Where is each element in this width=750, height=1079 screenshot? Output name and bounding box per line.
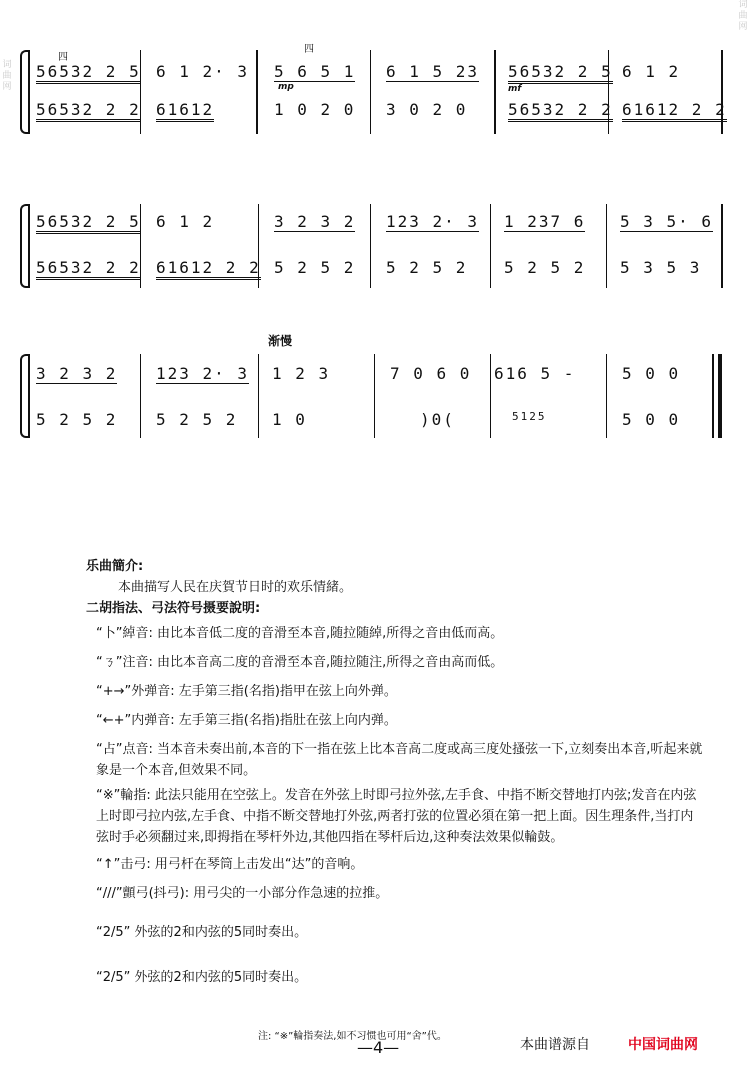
page-number: —4— — [357, 1038, 400, 1057]
finger-mark: 四 — [304, 44, 314, 55]
upper-measure: 6 1 2· 3 — [156, 62, 250, 81]
technique-text: 当本音未奏出前,本音的下一指在弦上比本音高二度或高三度处搔弦一下,立刻奏出本音,听起来就象是一个本音,但效果不同。 — [96, 742, 703, 778]
technique-text: 由比本音低二度的音滑至本音,随拉随綽,所得之音由低而高。 — [157, 626, 504, 641]
lower-measure: 5125 — [512, 410, 547, 423]
upper-measure: 5 0 0 — [622, 364, 681, 383]
technique-item — [86, 785, 706, 848]
lower-measure: 56532 2 2 — [508, 100, 613, 122]
final-barline — [712, 354, 714, 438]
description-section — [86, 556, 706, 988]
repeat-barline — [256, 50, 258, 134]
tempo-mark: 渐慢 — [268, 334, 293, 348]
finger-mark: 四 — [58, 52, 68, 63]
upper-measure: 5 6 5 1 — [274, 62, 356, 81]
technique-item — [86, 922, 706, 943]
lower-measure: 5 2 5 2 — [274, 258, 356, 277]
technique-item — [86, 739, 706, 781]
technique-text: 左手第三指(名指)指甲在弦上向外弹。 — [178, 684, 397, 699]
dynamic-mf: mf — [508, 84, 522, 94]
upper-measure: 7 0 6 0 — [390, 364, 472, 383]
upper-measure: 56532 2 5 — [36, 212, 141, 234]
lower-measure: 61612 2 2 — [622, 100, 727, 122]
upper-measure: 3 2 3 2 — [36, 364, 118, 383]
techniques-heading: 二胡指法、弓法符号摄要說明: — [86, 601, 261, 616]
upper-measure: 6 1 2 — [622, 62, 681, 81]
footnote: 注: “※”輪指奏法,如不习惯也可用“舍”代。 — [258, 1031, 447, 1042]
technique-label: “←+”内弹音: — [96, 713, 175, 728]
technique-label: “占”点音: — [96, 742, 153, 757]
source-brand[interactable]: 中国词曲网 — [628, 1037, 698, 1053]
technique-text: 此法只能用在空弦上。发音在外弦上时即弓拉外弦,左手食、中指不断交替地打内弦;发音在内弦上时即弓拉内弦,左手食、中指不断交替地打外弦,两者打弦的位置必須在第一把上面。因生理条件,当打内弦时手必须翻过来,即拇指在琴杆外边,其他四指在琴杆后边,这种奏法效果似輪鼓。 — [96, 788, 697, 845]
technique-item — [86, 681, 706, 702]
final-barline — [718, 354, 722, 438]
upper-measure: 5 3 5· 6 — [620, 212, 714, 231]
lower-measure: 56532 2 2 — [36, 258, 141, 280]
upper-measure: 123 2· 3 — [156, 364, 250, 383]
technique-item — [86, 710, 706, 731]
technique-label: “↑”击弓: — [96, 857, 151, 872]
technique-text: 外弦的2和内弦的5同时奏出。 — [134, 925, 308, 940]
score-system-3 — [28, 334, 724, 438]
barline — [721, 204, 723, 288]
upper-measure: 56532 2 5 — [508, 62, 613, 84]
technique-label: “※”輪指: — [96, 788, 151, 803]
lower-measure: 5 2 5 2 — [504, 258, 586, 277]
technique-text: 由比本音高二度的音滑至本音,随拉随注,所得之音由高而低。 — [157, 655, 504, 670]
lower-measure: 5 2 5 2 — [386, 258, 468, 277]
dynamic-mp: mp — [278, 82, 294, 92]
technique-text: 用弓尖的一小部分作急速的拉推。 — [193, 886, 389, 901]
barline — [28, 50, 30, 134]
watermark-char: 曲 — [738, 11, 748, 21]
lower-measure: 5 2 5 2 — [36, 410, 118, 429]
technique-label: “卜”綽音: — [96, 626, 153, 641]
watermark-char: 网 — [2, 82, 12, 92]
technique-item — [86, 623, 706, 644]
barline — [490, 204, 491, 288]
score-system-1 — [28, 44, 727, 134]
barline — [606, 354, 607, 438]
barline — [28, 354, 30, 438]
left-watermark — [0, 0, 14, 1079]
technique-label: “ㄋ”注音: — [96, 655, 153, 670]
upper-measure: 123 2· 3 — [386, 212, 480, 231]
intro-heading: 乐曲簡介: — [86, 559, 144, 574]
lower-measure: 3 0 2 0 — [386, 100, 468, 119]
lower-measure: 1 0 2 0 — [274, 100, 356, 119]
technique-item — [86, 854, 706, 875]
technique-text: 外弦的2和内弦的5同时奏出。 — [134, 970, 308, 985]
watermark-char: 词 — [738, 0, 748, 10]
barline — [28, 204, 30, 288]
barline — [370, 204, 371, 288]
lower-measure: 5 2 5 2 — [156, 410, 238, 429]
technique-label: “+→”外弹音: — [96, 684, 175, 699]
upper-measure: 1 237 6 — [504, 212, 586, 231]
upper-measure: 6 1 2 — [156, 212, 215, 231]
technique-label: “2/5” — [96, 925, 131, 940]
upper-measure: 3 2 3 2 — [274, 212, 356, 231]
technique-label: “2/5” — [96, 970, 131, 985]
watermark-group — [736, 0, 750, 33]
source-label: 本曲谱源自 — [520, 1037, 590, 1053]
watermark-char: 曲 — [2, 71, 12, 81]
upper-measure: 56532 2 5 — [36, 62, 141, 84]
score-system-2 — [28, 204, 724, 288]
watermark-group — [0, 60, 14, 93]
technique-text: 用弓杆在琴筒上击发出“达”的音响。 — [154, 857, 364, 872]
repeat-barline — [494, 50, 496, 134]
barline — [140, 354, 141, 438]
watermark-char: 词 — [2, 60, 12, 70]
technique-item — [86, 652, 706, 673]
barline — [258, 354, 259, 438]
technique-label: “///”顫弓(抖弓): — [96, 886, 190, 901]
technique-text: 左手第三指(名指)指肚在弦上向内弹。 — [178, 713, 397, 728]
barline — [374, 354, 375, 438]
lower-measure: 5 3 5 3 — [620, 258, 702, 277]
technique-item — [86, 967, 706, 988]
intro-body: 本曲描写人民在庆賀节日时的欢乐情緒。 — [118, 580, 353, 595]
upper-measure: 616 5 - — [494, 364, 576, 383]
lower-measure: 61612 2 2 — [156, 258, 261, 280]
barline — [490, 354, 491, 438]
barline — [606, 204, 607, 288]
lower-measure: )0( — [420, 410, 455, 429]
lower-measure: 1 0 — [272, 410, 307, 429]
lower-measure: 56532 2 2 — [36, 100, 141, 122]
technique-item — [86, 883, 706, 904]
lower-measure: 61612 — [156, 100, 214, 122]
lower-measure: 5 0 0 — [622, 410, 681, 429]
watermark-char: 网 — [738, 22, 748, 32]
barline — [370, 50, 371, 134]
right-watermark — [736, 0, 750, 1079]
upper-measure: 6 1 5 23 — [386, 62, 480, 81]
upper-measure: 1 2 3 — [272, 364, 331, 383]
